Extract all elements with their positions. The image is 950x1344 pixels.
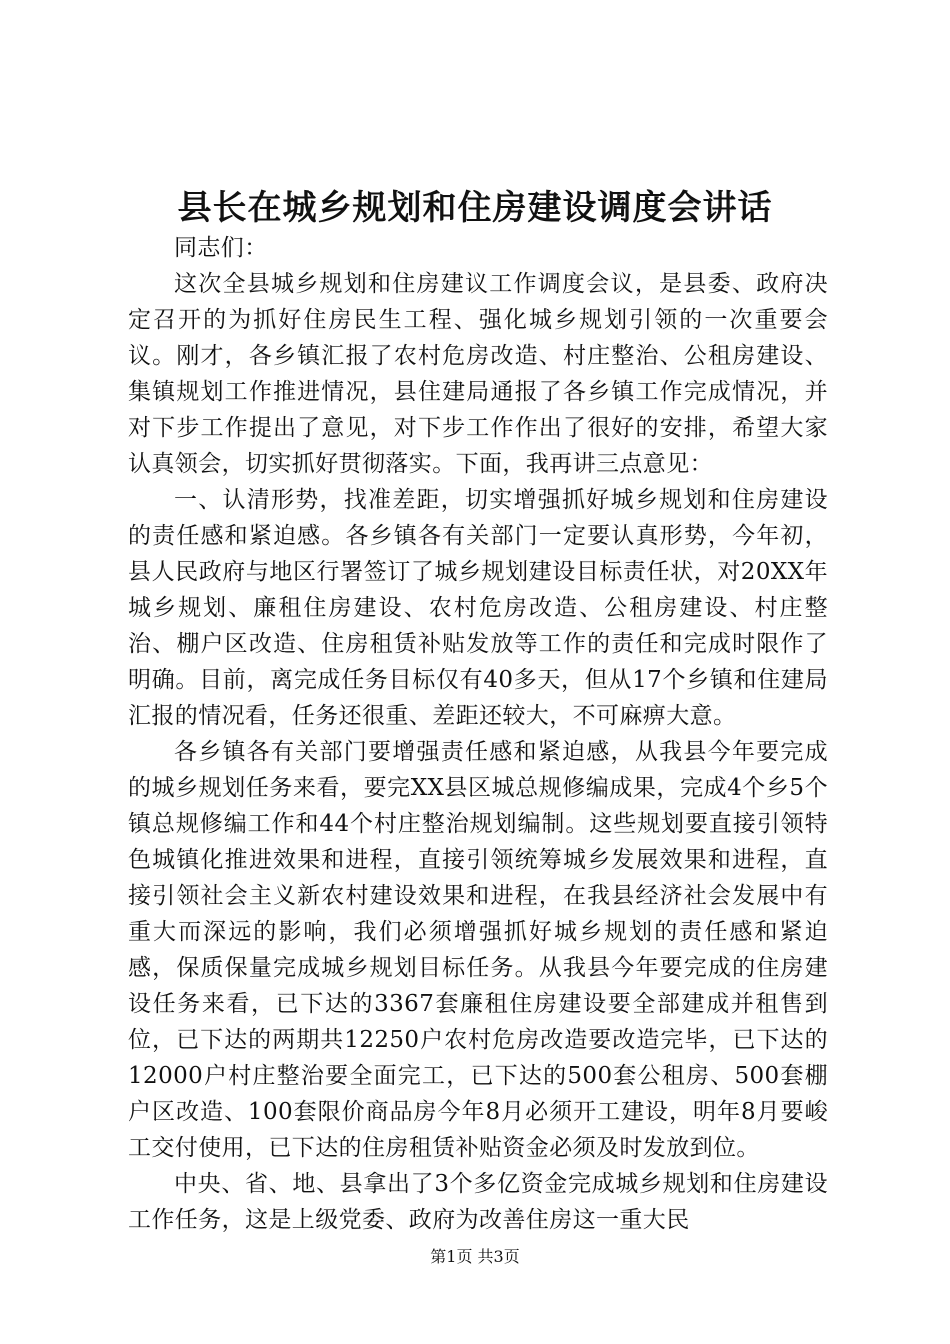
body-paragraph: 这次全县城乡规划和住房建议工作调度会议，是县委、政府决定召开的为抓好住房民生工程、强化城乡规划引领的一次重要会议。刚才，各乡镇汇报了农村危房改造、村庄整治、公租房建设、集镇规划工作推进情况，县住建局通报了各乡镇工作完成情况，并对下步工作提出了意见，对下步工作作出了很好的安排，希望大家认真领会，切实抓好贯彻落实。下面，我再讲三点意见： xyxy=(128,271,828,477)
document-body xyxy=(128,230,828,1238)
salutation-paragraph: 同志们： xyxy=(174,235,268,261)
page-number-footer: 第1页 共3页 xyxy=(430,1247,520,1266)
body-paragraph: 一、认清形势，找准差距，切实增强抓好城乡规划和住房建设的责任感和紧迫感。各乡镇各有关部门一定要认真形势，今年初，县人民政府与地区行署签订了城乡规划建设目标责任状，对20XX年城乡规划、廉租住房建设、农村危房改造、公租房建设、村庄整治、棚户区改造、住房租赁补贴发放等工作的责任和完成时限作了明确。目前，离完成任务目标仅有40多天，但从17个乡镇和住建局汇报的情况看，任务还很重、差距还较大，不可麻痹大意。 xyxy=(128,487,828,729)
body-paragraph: 中央、省、地、县拿出了3个多亿资金完成城乡规划和住房建设工作任务，这是上级党委、政府为改善住房这一重大民 xyxy=(128,1171,828,1233)
body-paragraph: 各乡镇各有关部门要增强责任感和紧迫感，从我县今年要完成的城乡规划任务来看，要完XX县区城总规修编成果，完成4个乡5个镇总规修编工作和44个村庄整治规划编制。这些规划要直接引领特色城镇化推进效果和进程，直接引领统筹城乡发展效果和进程，直接引领社会主义新农村建设效果和进程，在我县经济社会发展中有重大而深远的影响，我们必须增强抓好城乡规划的责任感和紧迫感，保质保量完成城乡规划目标任务。从我县今年要完成的住房建设任务来看，已下达的3367套廉租住房建设要全部建成并租售到位，已下达的两期共12250户农村危房改造要改造完毕，已下达的12000户村庄整治要全面完工，已下达的500套公租房、500套棚户区改造、100套限价商品房今年8月必须开工建设，明年8月要峻工交付使用，已下达的住房租赁补贴资金必须及时发放到位。 xyxy=(128,739,828,1161)
document-title: 县长在城乡规划和住房建设调度会讲话 xyxy=(177,188,773,228)
